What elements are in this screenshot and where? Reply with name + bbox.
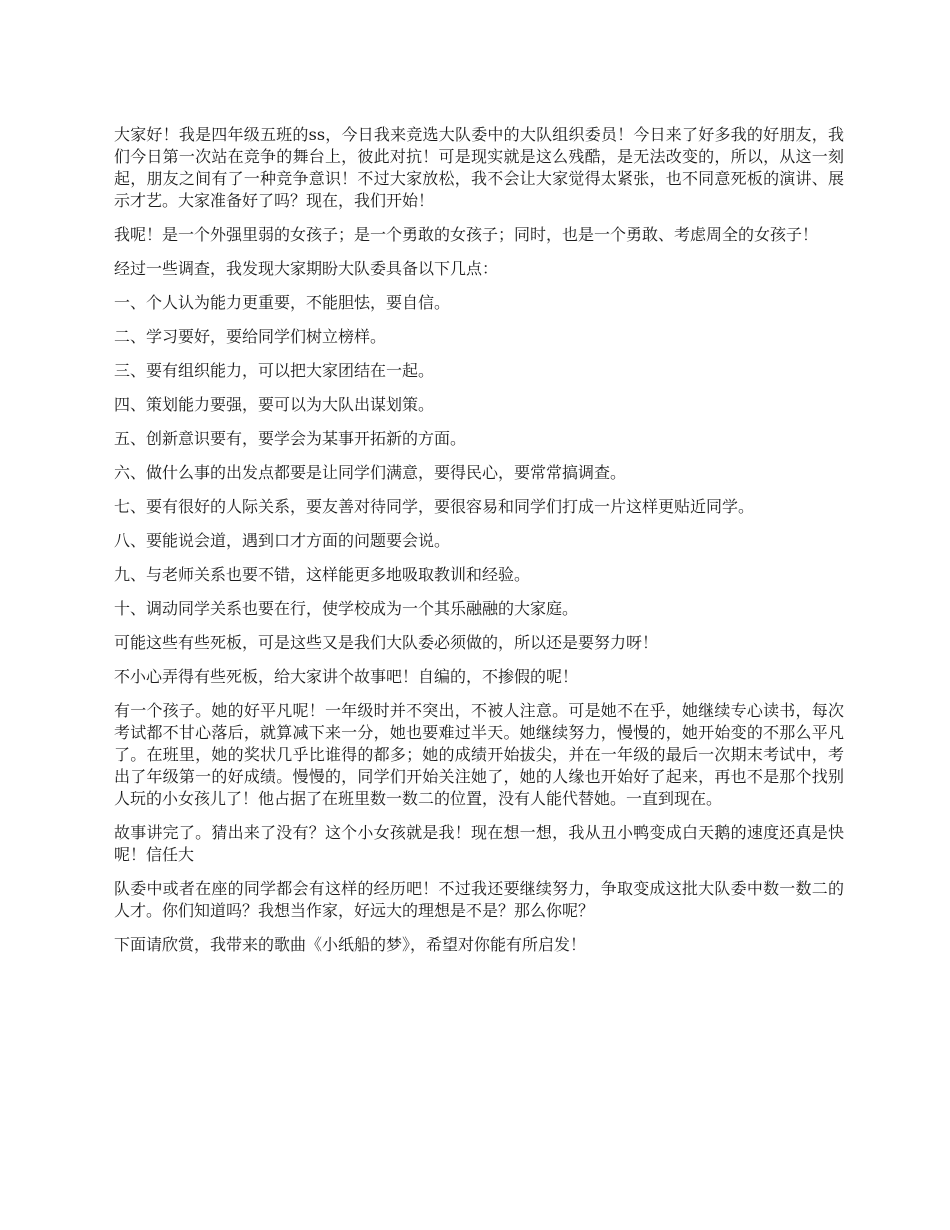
- list-item-5: 五、创新意识要有，要学会为某事开拓新的方面。: [114, 429, 467, 448]
- document-body: [114, 124, 844, 968]
- closing-paragraph: 下面请欣赏，我带来的歌曲《小纸船的梦》，希望对你能有所启发！: [114, 935, 587, 954]
- paragraph-5: 不小心弄得有些死板，给大家讲个故事吧！自编的，不掺假的呢！: [114, 667, 579, 686]
- story-paragraph: 有一个孩子。她的好平凡呢！一年级时并不突出，不被人注意。可是她不在乎，她继续专心读书，每次考试都不甘心落后，就算减下来一分，她也要难过半天。她继续努力，慢慢的，她开始变的不那么平凡了。在班里，她的奖状几乎比谁得的都多；她的成绩开始拔尖，并在一年级的最后一次期末考试中，考出了年级第一的好成绩。慢慢的，同学们开始关注她了，她的人缘也开始好了起来，再也不是那个找别人玩的小女孩儿了！他占据了在班里数一数二的位置，没有人能代替她。一直到现在。: [114, 701, 844, 808]
- list-item-1: 一、个人认为能力更重要，不能胆怯，要自信。: [114, 293, 451, 312]
- paragraph-3: 经过一些调查，我发现大家期盼大队委具备以下几点：: [114, 259, 499, 278]
- paragraph-6: 故事讲完了。猜出来了没有？这个小女孩就是我！现在想一想，我从丑小鸭变成白天鹅的速度还真是快呢！信任大: [114, 823, 844, 864]
- list-item-10: 十、调动同学关系也要在行，使学校成为一个其乐融融的大家庭。: [114, 599, 579, 618]
- list-item-3: 三、要有组织能力，可以把大家团结在一起。: [114, 361, 435, 380]
- paragraph-7: 队委中或者在座的同学都会有这样的经历吧！不过我还要继续努力，争取变成这批大队委中数一数二的人才。你们知道吗？我想当作家，好远大的理想是不是？那么你呢？: [114, 879, 844, 920]
- list-item-2: 二、学习要好，要给同学们树立榜样。: [114, 327, 387, 346]
- list-item-8: 八、要能说会道，遇到口才方面的问题要会说。: [114, 531, 451, 550]
- paragraph-2: 我呢！是一个外强里弱的女孩子；是一个勇敢的女孩子；同时，也是一个勇敢、考虑周全的女孩子！: [114, 225, 819, 244]
- list-item-9: 九、与老师关系也要不错，这样能更多地吸取教训和经验。: [114, 565, 531, 584]
- list-item-6: 六、做什么事的出发点都要是让同学们满意，要得民心，要常常搞调查。: [114, 463, 627, 482]
- list-item-7: 七、要有很好的人际关系，要友善对待同学，要很容易和同学们打成一片这样更贴近同学。: [114, 497, 755, 516]
- list-item-4: 四、策划能力要强，要可以为大队出谋划策。: [114, 395, 435, 414]
- paragraph-4: 可能这些有些死板，可是这些又是我们大队委必须做的，所以还是要努力呀！: [114, 633, 659, 652]
- paragraph-1: 大家好！我是四年级五班的ss，今日我来竞选大队委中的大队组织委员！今日来了好多我的好朋友，我们今日第一次站在竞争的舞台上，彼此对抗！可是现实就是这么残酷，是无法改变的，所以，从这一刻起，朋友之间有了一种竞争意识！不过大家放松，我不会让大家觉得太紧张，也不同意死板的演讲、展示才艺。大家准备好了吗？现在，我们开始！: [114, 125, 844, 210]
